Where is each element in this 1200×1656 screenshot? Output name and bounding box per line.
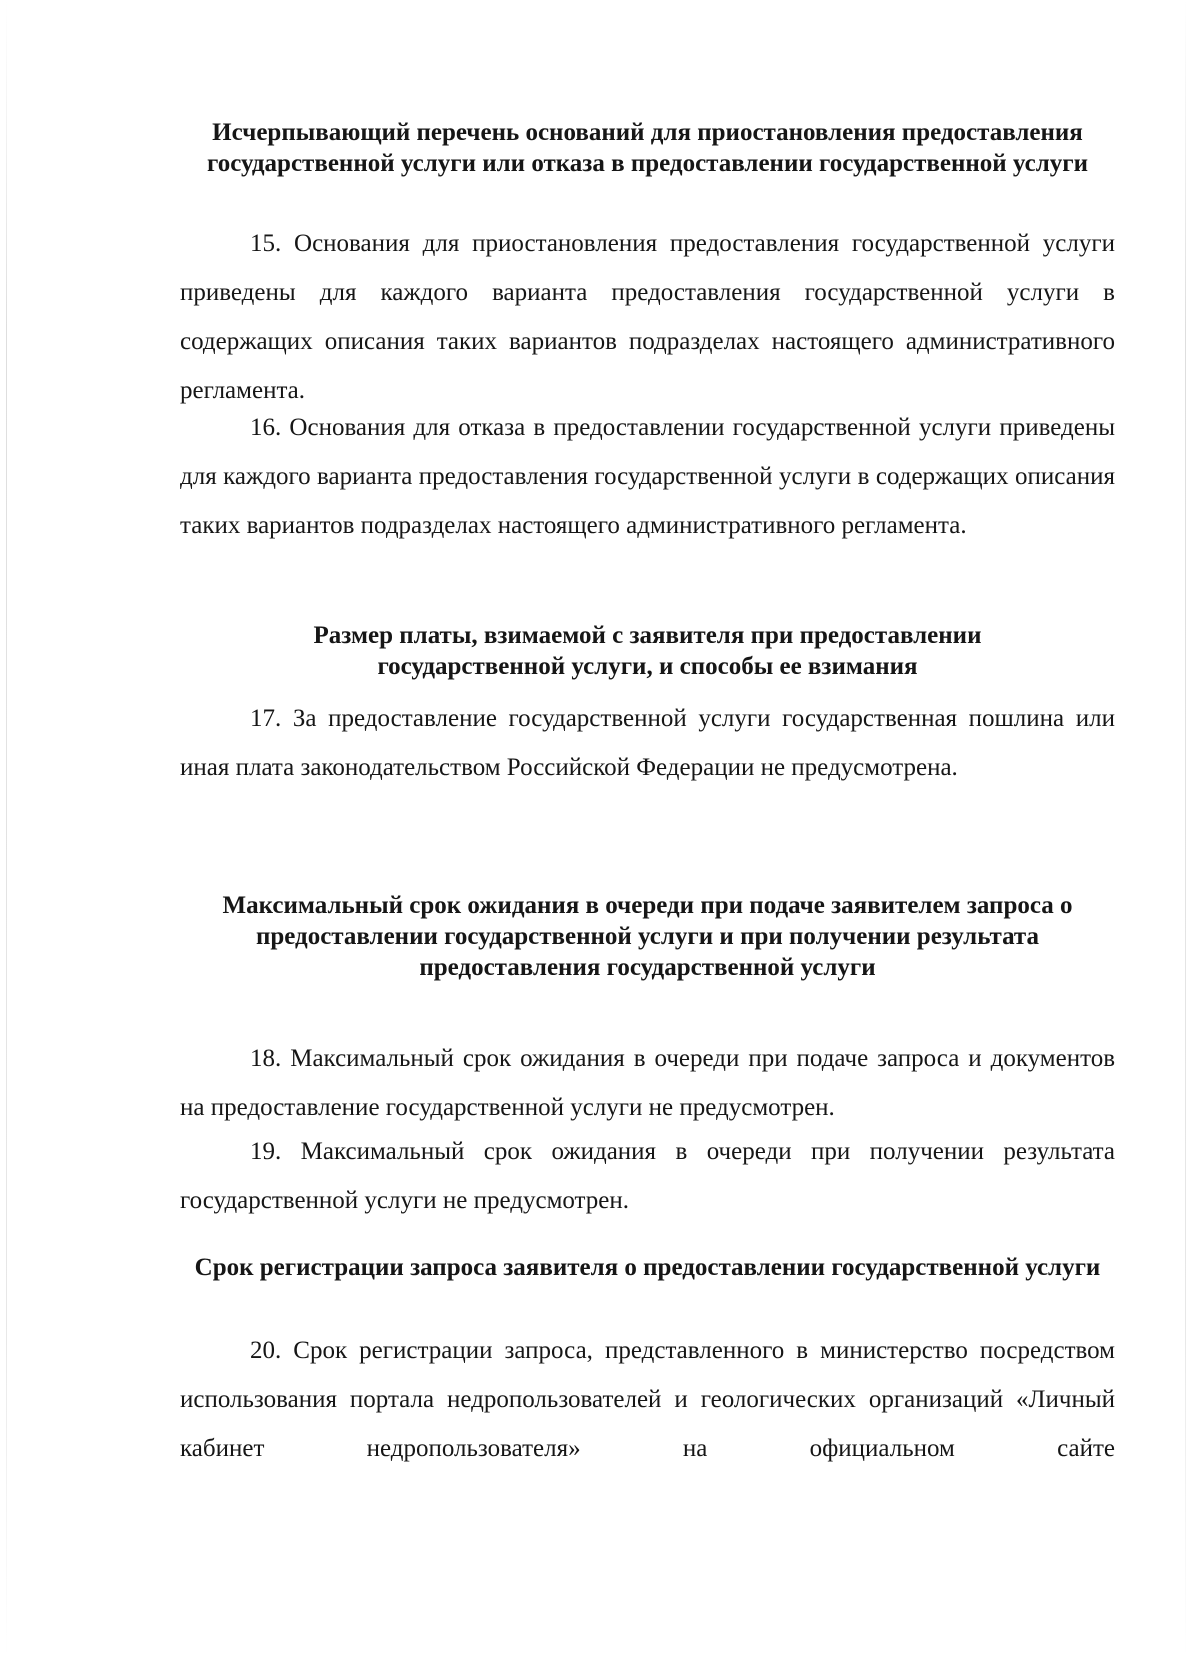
paragraph-20: 20. Срок регистрации запроса, представленного в министерство посредством использования портала недропользователей и геологических организаций «Личный кабинет недропользователя» на официальном сайте [180,1337,1115,1462]
paragraph-20-block [180,1326,1115,1473]
paragraph-16-block [180,403,1115,550]
section-heading-registration [180,1252,1115,1283]
heading-queue-time: Максимальный срок ожидания в очереди при подаче заявителем запроса о предоставлении государственной услуги и при получении результата предоставления государственной услуги [222,892,1073,981]
scan-edge-right [1185,0,1186,1656]
paragraph-17-block [180,694,1115,792]
paragraph-18: 18. Максимальный срок ожидания в очереди при подаче запроса и документов на предоставление государственной услуги не предусмотрен. [180,1045,1115,1121]
section-heading-queue [180,890,1115,983]
heading-fee: Размер платы, взимаемой с заявителя при предоставлении государственной услуги, и способы ее взимания [313,622,982,680]
paragraph-18-block [180,1034,1115,1132]
paragraph-15: 15. Основания для приостановления предоставления государственной услуги приведены для каждого варианта предоставления государственной услуги в содержащих описания таких вариантов подразделах настоящего административного регламента. [180,230,1115,404]
paragraph-16: 16. Основания для отказа в предоставлении государственной услуги приведены для каждого варианта предоставления государственной услуги в содержащих описания таких вариантов подразделах настоящего административного регламента. [180,414,1115,539]
section-heading-fee [180,620,1115,682]
heading-grounds-suspension-refusal: Исчерпывающий перечень оснований для приостановления предоставления государственной услуги или отказа в предоставлении государственной услуги [206,119,1089,177]
paragraph-17: 17. За предоставление государственной услуги государственная пошлина или иная плата законодательством Российской Федерации не предусмотрена. [180,705,1115,781]
paragraph-15-block [180,219,1115,415]
scan-edge-left [6,0,7,1656]
heading-registration-term: Срок регистрации запроса заявителя о предоставлении государственной услуги [194,1254,1101,1281]
paragraph-19-block [180,1127,1115,1225]
paragraph-19: 19. Максимальный срок ожидания в очереди при получении результата государственной услуги не предусмотрен. [180,1138,1115,1214]
section-heading-grounds [180,117,1115,179]
